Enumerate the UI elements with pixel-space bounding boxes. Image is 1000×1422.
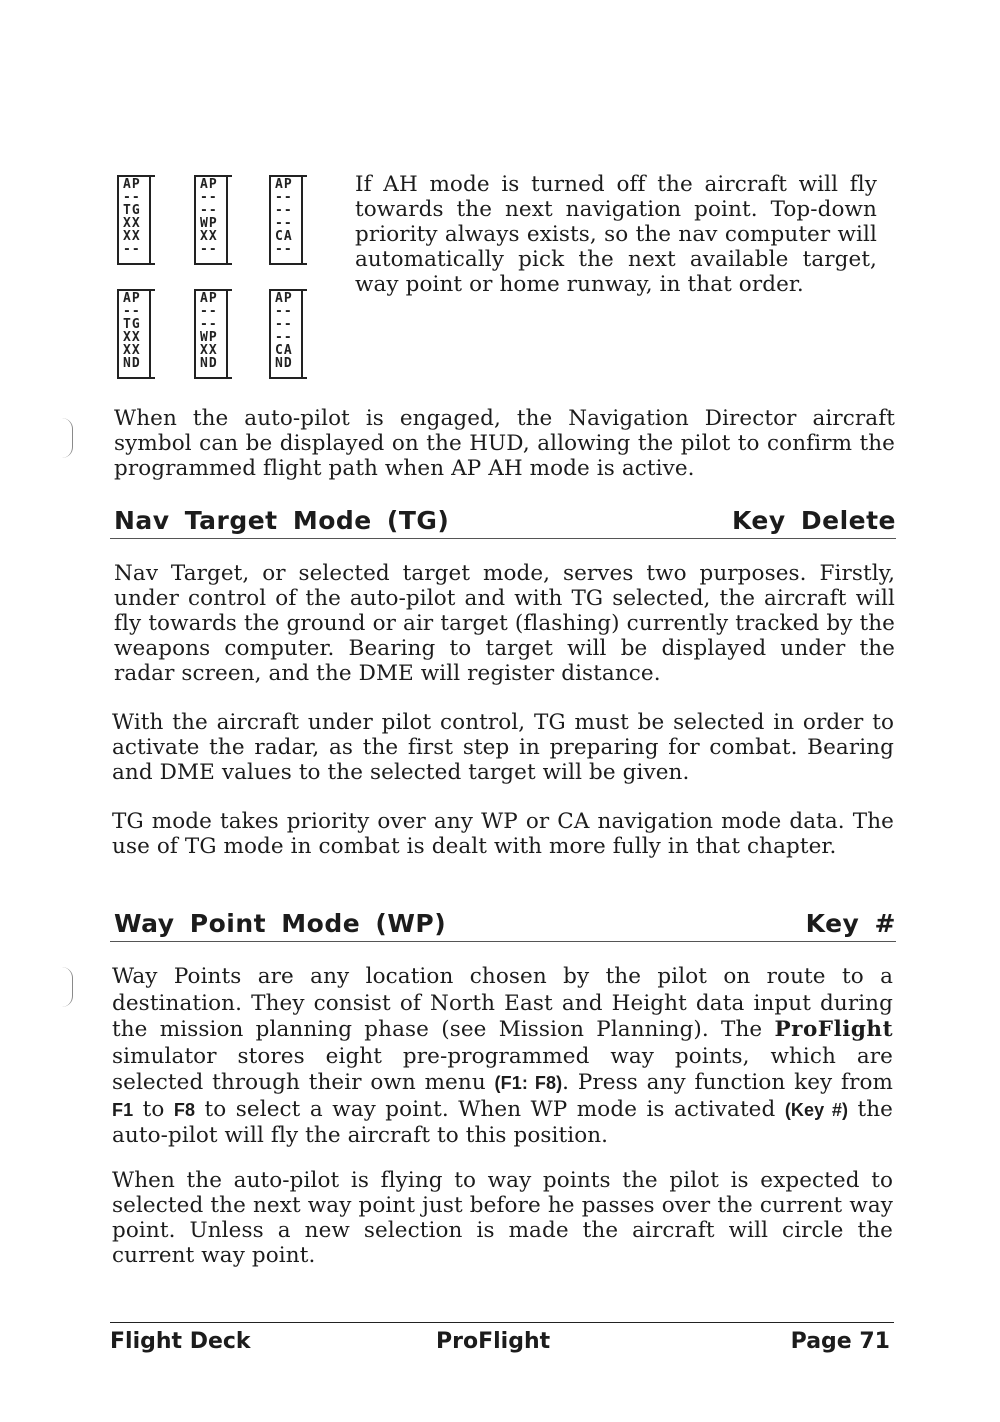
panel-line: -- xyxy=(123,242,141,257)
panel-line: XX xyxy=(200,343,218,358)
panel-line: -- xyxy=(200,203,218,218)
section-title: Nav Target Mode (TG) xyxy=(114,506,450,535)
nav-target-paragraph-1: Nav Target, or selected target mode, serves two purposes. Firstly, under control of the auto-pilot and with TG selected, the aircraft will fly towards the ground or air target (flashing) currently tracked by the weapons computer. Bearing to target will be displayed under the radar screen, and the DME will register distance. xyxy=(114,561,895,686)
panel-line: XX xyxy=(123,216,141,231)
ah-mode-paragraph: If AH mode is turned off the aircraft will fly towards the next navigation point. Top-down priority always exists, so the nav computer will automatically pick the next available target, way point or home runway, in that order. xyxy=(355,172,877,297)
panel-line: -- xyxy=(275,242,293,257)
panel-line: XX xyxy=(123,343,141,358)
panel-line: CA xyxy=(275,343,293,358)
nav-director-paragraph: When the auto-pilot is engaged, the Navigation Director aircraft symbol can be displayed on the HUD, allowing the pilot to confirm the programmed flight path when AP AH mode is active. xyxy=(114,406,895,481)
panel-line: -- xyxy=(275,330,293,345)
panel-line: -- xyxy=(200,304,218,319)
autopilot-panel-tg xyxy=(117,175,151,265)
autopilot-panel-tg-nd xyxy=(117,289,151,379)
panel-line: -- xyxy=(275,317,293,332)
panel-line: -- xyxy=(275,203,293,218)
text-run: simulator stores eight pre-programmed way points, which are selected through their own menu xyxy=(112,1043,893,1095)
panel-line: AP xyxy=(275,291,293,306)
panel-line: -- xyxy=(123,190,141,205)
key-reference: F8 xyxy=(173,1099,196,1120)
panel-line: CA xyxy=(275,229,293,244)
panel-line: XX xyxy=(200,229,218,244)
binding-mark xyxy=(62,418,73,458)
page-number: Page 71 xyxy=(790,1329,890,1354)
key-reference: (Key #) xyxy=(784,1099,849,1120)
panel-line: -- xyxy=(275,216,293,231)
autopilot-panel-ca-nd xyxy=(269,289,303,379)
panel-line: -- xyxy=(200,190,218,205)
panel-line: -- xyxy=(275,304,293,319)
way-point-paragraph-2: When the auto-pilot is flying to way points the pilot is expected to selected the next way point just before he passes over the current way point. Unless a new selection is made the aircraft will circle the current way point. xyxy=(112,1168,893,1268)
way-point-heading xyxy=(110,909,896,942)
panel-line: TG xyxy=(123,317,141,332)
panel-line: ND xyxy=(123,356,141,371)
text-run: to select a way point. When WP mode is activated xyxy=(195,1096,785,1122)
panel-line: -- xyxy=(123,304,141,319)
autopilot-panel-ca xyxy=(269,175,303,265)
way-point-paragraph-1 xyxy=(112,964,893,1150)
key-reference: (F1: F8) xyxy=(494,1073,563,1093)
panel-line: AP xyxy=(123,177,141,192)
autopilot-panel-wp-nd xyxy=(194,289,228,379)
section-title: Way Point Mode (WP) xyxy=(114,909,447,938)
binding-mark xyxy=(62,967,73,1007)
nav-target-paragraph-2: With the aircraft under pilot control, TG must be selected in order to activate the radar, as the first step in preparing for combat. Bearing and DME values to the selected target will be given. xyxy=(112,710,894,785)
panel-line: -- xyxy=(200,242,218,257)
panel-line: AP xyxy=(275,177,293,192)
page-footer xyxy=(110,1322,894,1359)
panel-line: WP xyxy=(200,216,218,231)
text-run: the auto-pilot will fly the aircraft to this position. xyxy=(112,1096,893,1148)
nav-target-paragraph-3: TG mode takes priority over any WP or CA navigation mode data. The use of TG mode in combat is dealt with more fully in that chapter. xyxy=(112,809,894,859)
panel-line: WP xyxy=(200,330,218,345)
panel-line: XX xyxy=(123,330,141,345)
panel-line: AP xyxy=(123,291,141,306)
text-run: . Press any function key from xyxy=(562,1070,893,1095)
nav-target-heading xyxy=(110,506,896,539)
text-run: Way Points are any location chosen by the pilot on route to a destination. They consist of North East and Height data input during the mission planning phase (see Mission Planning). The xyxy=(112,964,893,1042)
panel-line: -- xyxy=(200,317,218,332)
panel-line: AP xyxy=(200,177,218,192)
key-reference: F1 xyxy=(112,1099,134,1120)
footer-section: Flight Deck xyxy=(110,1329,251,1354)
panel-line: XX xyxy=(123,229,141,244)
panel-line: AP xyxy=(200,291,218,306)
panel-line: ND xyxy=(200,356,218,371)
footer-title: ProFlight xyxy=(436,1329,551,1354)
text-run: to xyxy=(133,1096,174,1122)
autopilot-panel-wp xyxy=(194,175,228,265)
brand-name: ProFlight xyxy=(774,1017,893,1042)
section-key: Key # xyxy=(805,909,896,938)
panel-line: TG xyxy=(123,203,141,218)
section-key: Key Delete xyxy=(731,506,896,535)
panel-line: -- xyxy=(275,190,293,205)
panel-line: ND xyxy=(275,356,293,371)
